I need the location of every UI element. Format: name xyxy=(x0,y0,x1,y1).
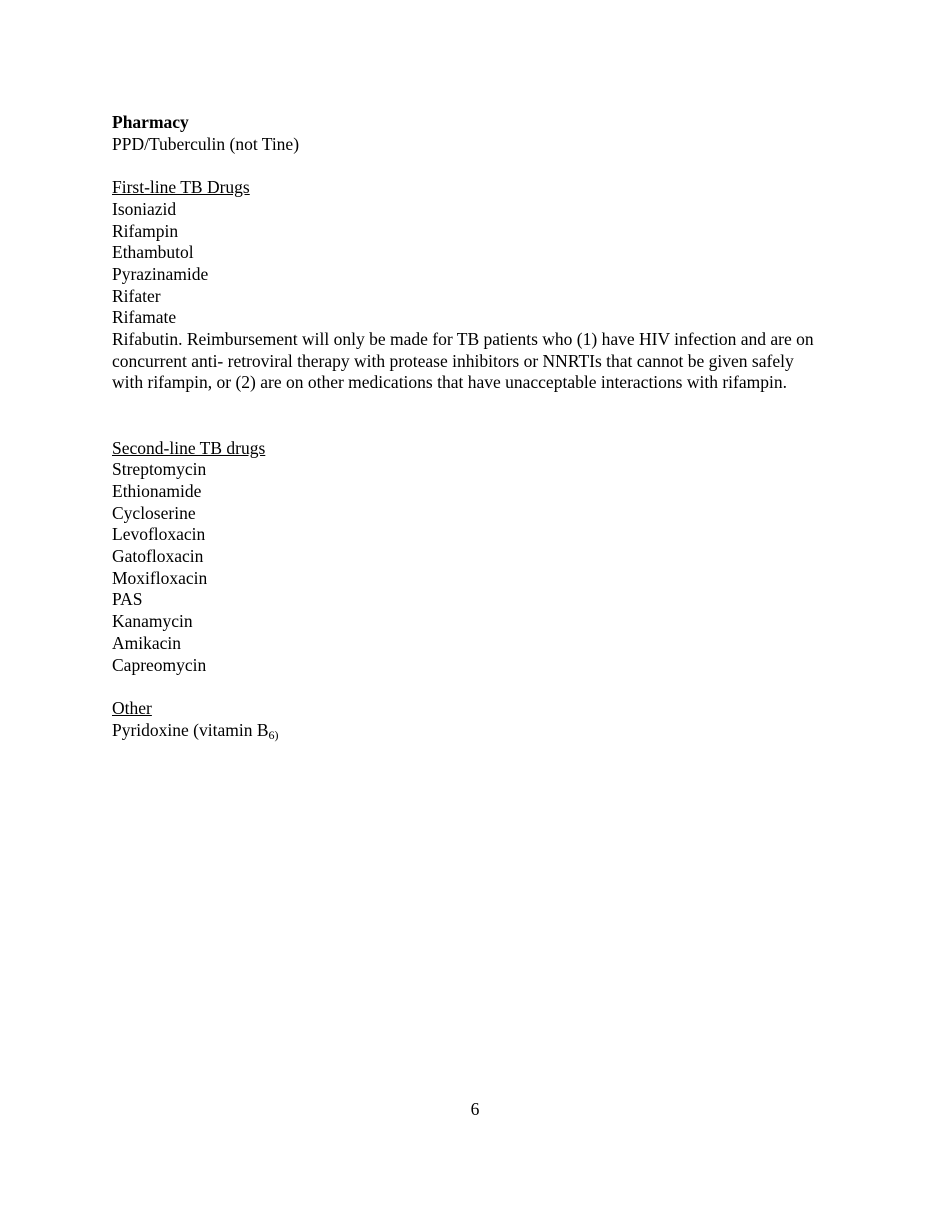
other-heading: Other xyxy=(112,697,152,718)
list-item: Moxifloxacin xyxy=(112,567,208,588)
list-item: Levofloxacin xyxy=(112,524,206,545)
list-item: Ethambutol xyxy=(112,242,194,263)
spacer xyxy=(112,155,832,177)
list-item: Gatofloxacin xyxy=(112,546,204,567)
vitamin-subscript: 6) xyxy=(268,727,279,742)
list-item: Kanamycin xyxy=(112,611,193,632)
list-item: Cycloserine xyxy=(112,502,196,523)
ppd-line: PPD/Tuberculin (not Tine) xyxy=(112,133,300,154)
first-line-heading: First-line TB Drugs xyxy=(112,177,250,198)
list-item: Rifater xyxy=(112,285,161,306)
list-item: Isoniazid xyxy=(112,198,177,219)
list-item: Ethionamide xyxy=(112,480,202,501)
rifabutin-note: Rifabutin. Reimbursement will only be made for TB patients who (1) have HIV infection and are on concurrent anti- retroviral therapy with protease inhibitors or NNRTIs that cannot be given safely with rifampin, or (2) are on other medications that have unacceptable interactions with rifampin. xyxy=(112,329,814,393)
page-body xyxy=(112,112,832,741)
list-item: PAS xyxy=(112,589,143,610)
pyridoxine-text: Pyridoxine (vitamin B xyxy=(112,719,269,740)
section-title: Pharmacy xyxy=(112,112,189,132)
spacer xyxy=(112,394,832,437)
list-item: Rifampin xyxy=(112,220,179,241)
list-item: Streptomycin xyxy=(112,459,207,480)
spacer xyxy=(112,676,832,698)
second-line-heading: Second-line TB drugs xyxy=(112,437,266,458)
list-item: Amikacin xyxy=(112,632,182,653)
list-item: Capreomycin xyxy=(112,654,207,675)
list-item: Rifamate xyxy=(112,307,177,328)
pyridoxine-line xyxy=(112,720,832,742)
page-number: 6 xyxy=(470,1099,480,1119)
list-item: Pyrazinamide xyxy=(112,263,209,284)
